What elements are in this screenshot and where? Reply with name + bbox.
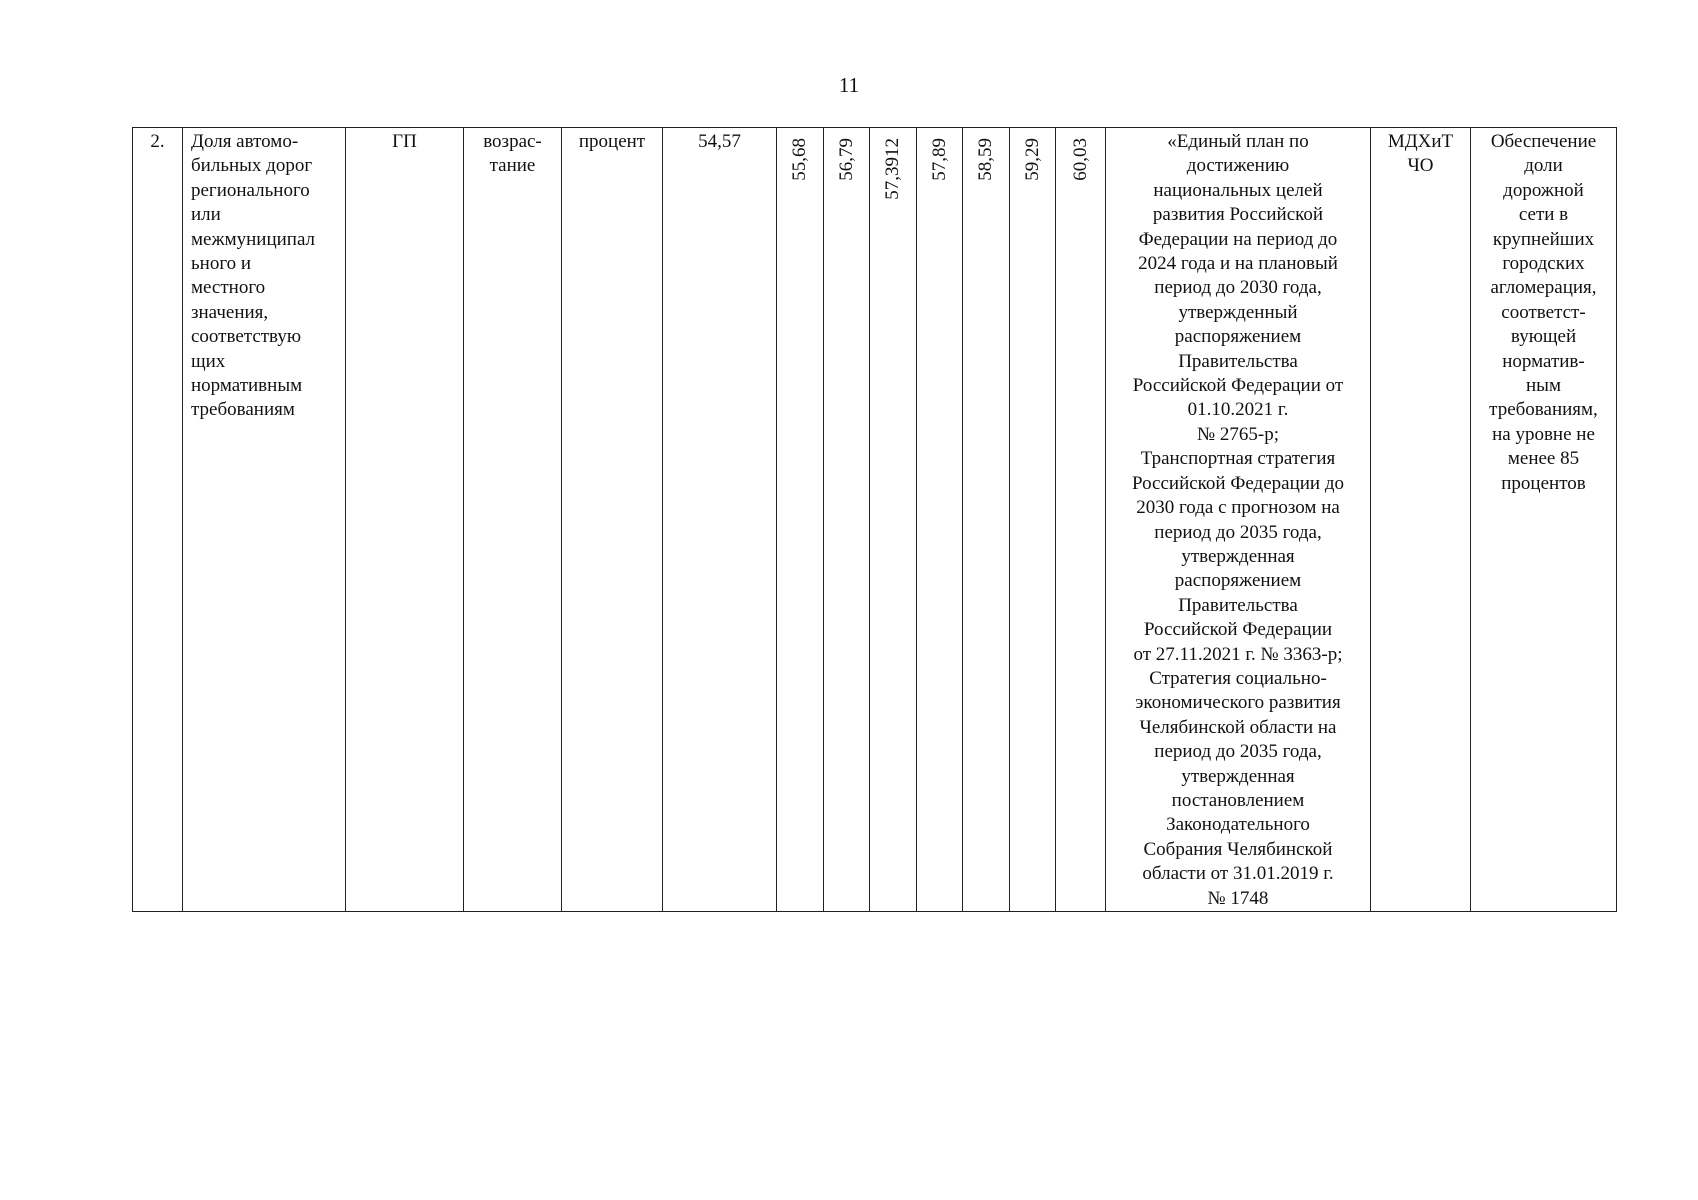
table-row [133, 128, 1617, 912]
year-value: 57,3912 [882, 138, 903, 200]
responsible-body: МДХиТ ЧО [1387, 131, 1454, 177]
related-goal: Обеспечение доли дорожной сети в крупнейших городских агломерация, соответст- вующей норматив- ным требованиям, на уровне не менее 85 процентов [1489, 131, 1598, 494]
year-value-cell [1010, 128, 1056, 912]
year-value-cell [917, 128, 963, 912]
year-value-cell [777, 128, 824, 912]
row-number: 2. [150, 131, 165, 152]
documents-cell [1106, 128, 1371, 912]
indicator-name: Доля автомо- бильных дорог регионального или межмуниципал ьного и местного значения, соответствую щих нормативным требованиям [191, 131, 316, 421]
goal-cell [1471, 128, 1617, 912]
unit-cell [562, 128, 663, 912]
year-value-cell [870, 128, 917, 912]
regulatory-documents: «Единый план по достижению национальных целей развития Российской Федерации на период до 2024 года и на плановый период до 2030 года, утвержденный распоряжением Правительства Российской Федерации от 01.10.2021 г. № 2765-р; Транспортная стратегия Российской Федерации до 2030 года с прогнозом на период до 2035 года, утвержденная распоряжением Правительства Российской Федерации от 27.11.2021 г. № 3363-р; Стратегия социально- экономического развития Челябинской области на период до 2035 года, утвержденная постановлением Законодательного Собрания Челябинской области от 31.01.2019 г. № 1748 [1131, 131, 1345, 909]
year-value: 60,03 [1069, 138, 1091, 181]
year-value-cell [824, 128, 870, 912]
unit-of-measure: процент [578, 131, 646, 152]
year-value-cell [963, 128, 1010, 912]
year-value: 59,29 [1021, 138, 1043, 181]
indicator-trend: возрас- тание [483, 131, 542, 177]
year-value: 57,89 [928, 138, 950, 181]
indicator-level: ГП [392, 131, 417, 152]
year-value: 58,59 [975, 138, 996, 181]
year-value: 56,79 [835, 138, 857, 181]
indicators-table [132, 127, 1617, 912]
level-cell [346, 128, 464, 912]
page-number: 11 [838, 73, 860, 97]
indicator-name-cell [183, 128, 346, 912]
responsible-cell [1371, 128, 1471, 912]
year-value: 55,68 [789, 138, 810, 181]
base-value-cell [663, 128, 777, 912]
trend-cell [464, 128, 562, 912]
year-value-cell [1056, 128, 1106, 912]
row-number-cell [133, 128, 183, 912]
base-value: 54,57 [698, 131, 741, 152]
